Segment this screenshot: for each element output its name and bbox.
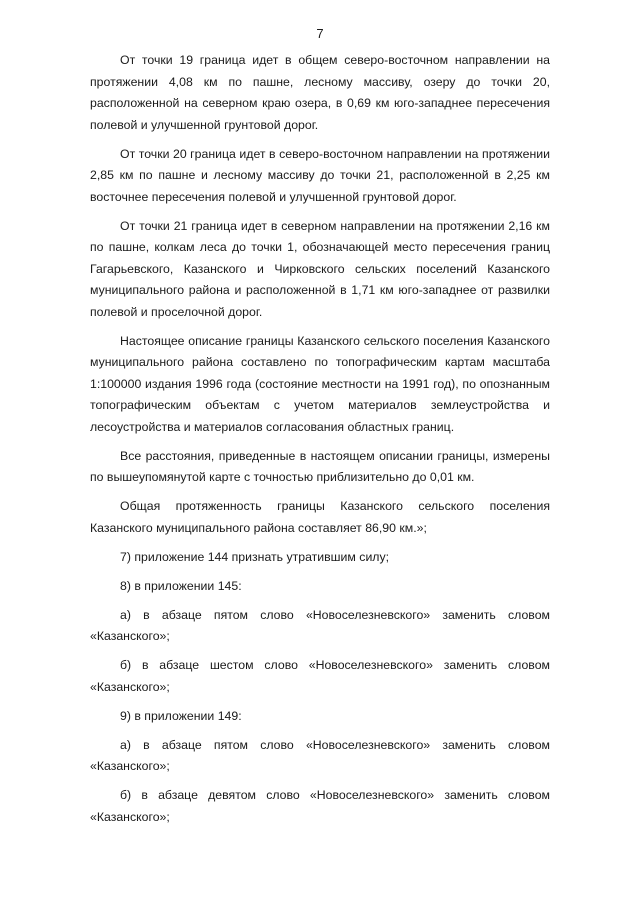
- paragraph-distance-accuracy: Все расстояния, приведенные в настоящем описании границы, измерены по вышеупомянутой карте с точностью приблизительно до 0,01 км.: [90, 448, 550, 484]
- paragraph-point-20: От точки 20 граница идет в северо-восточном направлении на протяжении 2,85 км по пашне и лесному массиву до точки 21, расположенной в 2,25 км восточнее пересечения полевой и улучшенной грунтовой дорог.: [90, 146, 550, 204]
- paragraph-item-7: 7) приложение 144 признать утратившим силу;: [120, 549, 390, 564]
- paragraph-item-9: 9) в приложении 149:: [120, 708, 242, 723]
- page-number: 7: [316, 26, 324, 41]
- paragraph-item-9a: а) в абзаце пятом слово «Новоселезневского» заменить словом «Казанского»;: [90, 737, 550, 773]
- paragraph-point-21: От точки 21 граница идет в северном направлении на протяжении 2,16 км по пашне, колкам леса до точки 1, обозначающей место пересечения границ Гагарьевского, Казанского и Чирковского сельских поселений Казанского муниципального района и расположенной в 1,71 км юго-западнее от развилки полевой и проселочной дорог.: [90, 218, 550, 319]
- paragraph-description-source: Настоящее описание границы Казанского сельского поселения Казанского муниципального района составлено по топографическим картам масштаба 1:100000 издания 1996 года (состояние местности на 1991 год), по опознанным топографическим объектам с учетом материалов землеустройства и лесоустройства и материалов согласования областных границ.: [90, 333, 550, 434]
- paragraph-item-8b: б) в абзаце шестом слово «Новоселезневского» заменить словом «Казанского»;: [90, 658, 550, 694]
- paragraph-item-9b: б) в абзаце девятом слово «Новоселезневского» заменить словом «Казанского»;: [90, 788, 550, 824]
- paragraph-point-19: От точки 19 граница идет в общем северо-восточном направлении на протяжении 4,08 км по пашне, лесному массиву, озеру до точки 20, расположенной на северном краю озера, в 0,69 км юго-западнее пересечения полевой и улучшенной грунтовой дорог.: [90, 53, 550, 132]
- paragraph-item-8: 8) в приложении 145:: [120, 578, 242, 593]
- paragraph-total-length: Общая протяженность границы Казанского сельского поселения Казанского муниципального района составляет 86,90 км.»;: [90, 499, 550, 535]
- document-body: [90, 50, 550, 828]
- paragraph-item-8a: а) в абзаце пятом слово «Новоселезневского» заменить словом «Казанского»;: [90, 607, 550, 643]
